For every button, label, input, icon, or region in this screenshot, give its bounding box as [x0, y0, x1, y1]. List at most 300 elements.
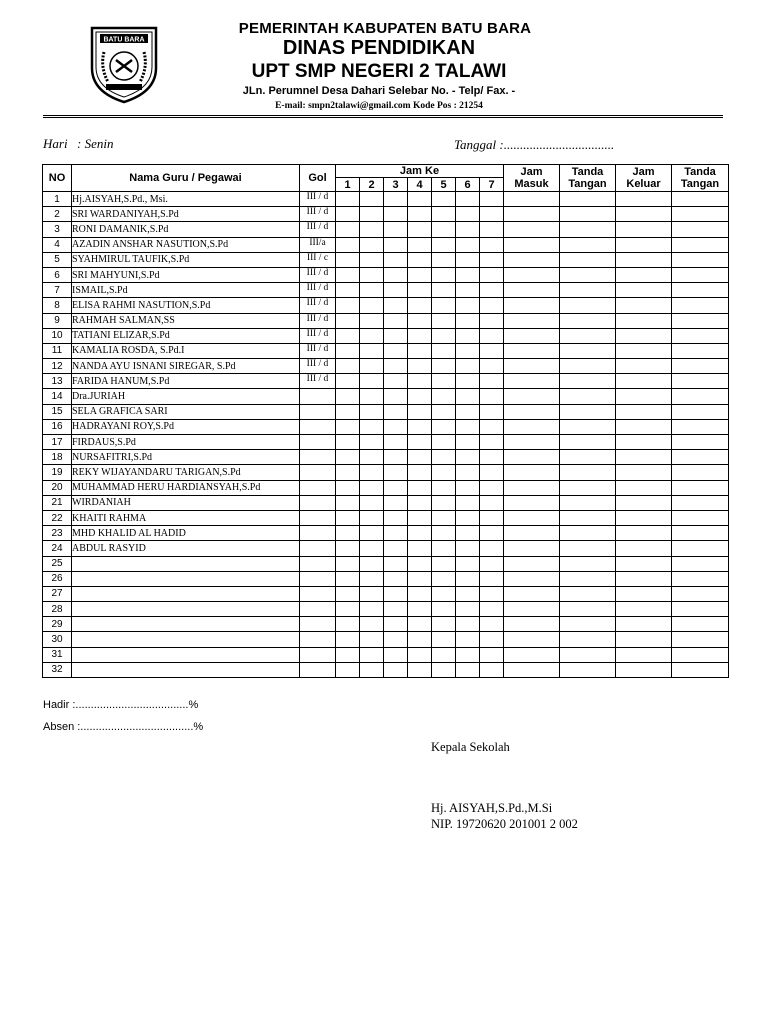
row-gol: III / d	[300, 192, 336, 207]
jam-masuk-cell	[504, 283, 560, 298]
table-row	[43, 586, 729, 601]
jam-cell	[480, 450, 504, 465]
jam-cell	[456, 267, 480, 282]
row-number: 14	[43, 389, 72, 404]
jam-cell	[480, 283, 504, 298]
jam-cell	[408, 313, 432, 328]
jam-cell	[456, 374, 480, 389]
jam-cell	[336, 283, 360, 298]
jam-cell	[360, 207, 384, 222]
table-row	[43, 252, 729, 267]
row-name: RONI DAMANIK,S.Pd	[72, 222, 300, 237]
jam-cell	[408, 389, 432, 404]
tanda-tangan-cell	[560, 419, 616, 434]
row-gol	[300, 389, 336, 404]
jam-cell	[408, 374, 432, 389]
row-gol: III / d	[300, 359, 336, 374]
jam-cell	[408, 541, 432, 556]
jam-keluar-cell	[616, 435, 672, 450]
jam-cell	[384, 556, 408, 571]
jam-cell	[336, 267, 360, 282]
jam-cell	[480, 267, 504, 282]
row-number: 23	[43, 526, 72, 541]
jam-cell	[456, 480, 480, 495]
row-gol: III / d	[300, 283, 336, 298]
row-name: NANDA AYU ISNANI SIREGAR, S.Pd	[72, 359, 300, 374]
row-name: KHAITI RAHMA	[72, 510, 300, 525]
jam-number: 1	[336, 178, 360, 192]
row-gol	[300, 647, 336, 662]
jam-cell	[432, 647, 456, 662]
tanda-tangan-cell	[560, 207, 616, 222]
tanda-tangan-cell	[672, 632, 729, 647]
jam-cell	[360, 556, 384, 571]
tanda-tangan-cell	[672, 465, 729, 480]
jam-cell	[456, 207, 480, 222]
jam-cell	[336, 510, 360, 525]
table-row	[43, 192, 729, 207]
jam-cell	[360, 450, 384, 465]
jam-cell	[456, 617, 480, 632]
header-department: DINAS PENDIDIKAN	[282, 37, 476, 59]
jam-cell	[432, 192, 456, 207]
jam-cell	[336, 192, 360, 207]
row-name: ABDUL RASYID	[72, 541, 300, 556]
tanda-tangan-cell	[560, 389, 616, 404]
row-gol	[300, 404, 336, 419]
jam-cell	[408, 586, 432, 601]
jam-cell	[336, 450, 360, 465]
row-name: NURSAFITRI,S.Pd	[72, 450, 300, 465]
jam-masuk-cell	[504, 298, 560, 313]
jam-cell	[336, 359, 360, 374]
jam-masuk-cell	[504, 480, 560, 495]
day-label: Hari	[43, 136, 68, 151]
jam-cell	[336, 298, 360, 313]
jam-cell	[480, 510, 504, 525]
table-row	[43, 480, 729, 495]
jam-cell	[360, 647, 384, 662]
jam-cell	[408, 252, 432, 267]
jam-keluar-cell	[616, 343, 672, 358]
row-gol	[300, 632, 336, 647]
row-gol	[300, 465, 336, 480]
tanda-tangan-cell	[672, 586, 729, 601]
jam-cell	[336, 632, 360, 647]
row-gol	[300, 510, 336, 525]
jam-cell	[480, 419, 504, 434]
jam-masuk-cell	[504, 450, 560, 465]
jam-cell	[336, 374, 360, 389]
jam-cell	[456, 632, 480, 647]
jam-keluar-cell	[616, 510, 672, 525]
row-number: 5	[43, 252, 72, 267]
row-number: 21	[43, 495, 72, 510]
jam-cell	[384, 389, 408, 404]
jam-keluar-cell	[616, 632, 672, 647]
jam-cell	[480, 602, 504, 617]
jam-cell	[432, 374, 456, 389]
row-gol: III / d	[300, 298, 336, 313]
jam-cell	[336, 526, 360, 541]
tanda-tangan-cell	[672, 556, 729, 571]
jam-cell	[432, 480, 456, 495]
jam-masuk-cell	[504, 389, 560, 404]
jam-cell	[480, 556, 504, 571]
jam-cell	[360, 343, 384, 358]
jam-cell	[336, 343, 360, 358]
table-row	[43, 632, 729, 647]
jam-cell	[480, 617, 504, 632]
row-name: ISMAIL,S.Pd	[72, 283, 300, 298]
jam-cell	[360, 480, 384, 495]
row-name: ELISA RAHMI NASUTION,S.Pd	[72, 298, 300, 313]
table-row	[43, 359, 729, 374]
header-school: UPT SMP NEGERI 2 TALAWI	[251, 61, 507, 82]
jam-masuk-cell	[504, 237, 560, 252]
tanda-tangan-cell	[672, 298, 729, 313]
tanda-tangan-cell	[560, 586, 616, 601]
jam-cell	[456, 526, 480, 541]
tanda-tangan-cell	[672, 510, 729, 525]
row-name: Dra.JURIAH	[72, 389, 300, 404]
jam-cell	[360, 237, 384, 252]
tanda-tangan-cell	[672, 526, 729, 541]
row-name: Hj.AISYAH,S.Pd., Msi.	[72, 192, 300, 207]
jam-cell	[384, 450, 408, 465]
jam-cell	[408, 343, 432, 358]
jam-masuk-cell	[504, 435, 560, 450]
tanda-tangan-cell	[560, 662, 616, 677]
jam-cell	[384, 313, 408, 328]
jam-cell	[360, 267, 384, 282]
row-gol: III / c	[300, 252, 336, 267]
jam-cell	[480, 404, 504, 419]
tanda-tangan-cell	[560, 602, 616, 617]
row-number: 29	[43, 617, 72, 632]
row-number: 32	[43, 662, 72, 677]
jam-keluar-cell	[616, 647, 672, 662]
row-name: SELA GRAFICA SARI	[72, 404, 300, 419]
table-row	[43, 222, 729, 237]
row-name: KAMALIA ROSDA, S.Pd.I	[72, 343, 300, 358]
jam-cell	[480, 526, 504, 541]
row-number: 30	[43, 632, 72, 647]
jam-keluar-cell	[616, 328, 672, 343]
row-gol	[300, 450, 336, 465]
row-gol: III/a	[300, 237, 336, 252]
table-row	[43, 465, 729, 480]
jam-cell	[456, 419, 480, 434]
jam-keluar-cell	[616, 495, 672, 510]
jam-cell	[456, 586, 480, 601]
row-name	[72, 602, 300, 617]
jam-cell	[384, 571, 408, 586]
jam-cell	[384, 480, 408, 495]
jam-cell	[408, 510, 432, 525]
tanda-tangan-cell	[560, 556, 616, 571]
school-logo	[86, 22, 162, 106]
row-gol	[300, 602, 336, 617]
jam-masuk-cell	[504, 359, 560, 374]
jam-keluar-cell	[616, 465, 672, 480]
header-jam-ke: Jam Ke	[336, 165, 504, 178]
tanda-tangan-cell	[560, 647, 616, 662]
absen-field: Absen :.....................................%	[43, 721, 204, 733]
row-name	[72, 647, 300, 662]
jam-cell	[384, 283, 408, 298]
jam-cell	[360, 313, 384, 328]
jam-keluar-cell	[616, 207, 672, 222]
jam-cell	[336, 586, 360, 601]
jam-cell	[384, 526, 408, 541]
jam-cell	[456, 510, 480, 525]
jam-cell	[456, 252, 480, 267]
tanda-tangan-cell	[560, 328, 616, 343]
jam-cell	[384, 192, 408, 207]
jam-cell	[456, 541, 480, 556]
table-row	[43, 495, 729, 510]
jam-cell	[360, 435, 384, 450]
jam-masuk-cell	[504, 374, 560, 389]
tanda-tangan-cell	[560, 343, 616, 358]
jam-cell	[432, 662, 456, 677]
jam-cell	[408, 192, 432, 207]
jam-cell	[360, 359, 384, 374]
jam-cell	[384, 419, 408, 434]
jam-cell	[432, 237, 456, 252]
row-number: 27	[43, 586, 72, 601]
table-row	[43, 435, 729, 450]
jam-keluar-cell	[616, 662, 672, 677]
table-row	[43, 541, 729, 556]
header-email: E-mail: smpn2talawi@gmail.com Kode Pos : 21254	[275, 101, 483, 111]
jam-cell	[360, 389, 384, 404]
row-name	[72, 586, 300, 601]
jam-cell	[336, 495, 360, 510]
row-name: TATIANI ELIZAR,S.Pd	[72, 328, 300, 343]
table-row	[43, 313, 729, 328]
tanda-tangan-cell	[672, 419, 729, 434]
jam-cell	[408, 298, 432, 313]
tanda-tangan-cell	[560, 283, 616, 298]
jam-masuk-cell	[504, 617, 560, 632]
tanda-tangan-cell	[672, 207, 729, 222]
row-number: 16	[43, 419, 72, 434]
jam-masuk-cell	[504, 510, 560, 525]
jam-masuk-cell	[504, 556, 560, 571]
tanda-tangan-cell	[560, 480, 616, 495]
tanda-tangan-cell	[560, 541, 616, 556]
jam-keluar-cell	[616, 404, 672, 419]
jam-cell	[336, 419, 360, 434]
jam-cell	[432, 510, 456, 525]
jam-cell	[384, 359, 408, 374]
jam-cell	[456, 662, 480, 677]
row-gol: III / d	[300, 222, 336, 237]
jam-cell	[432, 419, 456, 434]
jam-number: 7	[480, 178, 504, 192]
row-number: 26	[43, 571, 72, 586]
row-name: SRI WARDANIYAH,S.Pd	[72, 207, 300, 222]
tanda-tangan-cell	[672, 328, 729, 343]
jam-cell	[336, 541, 360, 556]
jam-cell	[360, 419, 384, 434]
tanda-tangan-cell	[560, 632, 616, 647]
row-gol: III / d	[300, 267, 336, 282]
jam-cell	[408, 222, 432, 237]
jam-cell	[384, 404, 408, 419]
jam-cell	[360, 571, 384, 586]
day-value: : Senin	[77, 136, 114, 151]
tanda-tangan-cell	[560, 359, 616, 374]
jam-cell	[384, 343, 408, 358]
jam-masuk-cell	[504, 662, 560, 677]
jam-cell	[408, 647, 432, 662]
header-rule	[43, 115, 723, 116]
jam-cell	[432, 465, 456, 480]
jam-cell	[480, 328, 504, 343]
jam-masuk-cell	[504, 328, 560, 343]
tanda-tangan-cell	[672, 495, 729, 510]
tanda-tangan-cell	[560, 252, 616, 267]
header-no: NO	[43, 165, 72, 192]
jam-cell	[360, 465, 384, 480]
jam-cell	[480, 632, 504, 647]
jam-masuk-cell	[504, 541, 560, 556]
jam-cell	[336, 207, 360, 222]
jam-cell	[456, 435, 480, 450]
jam-keluar-cell	[616, 313, 672, 328]
jam-keluar-cell	[616, 541, 672, 556]
jam-cell	[456, 328, 480, 343]
row-gol	[300, 662, 336, 677]
tanda-tangan-cell	[672, 343, 729, 358]
jam-cell	[456, 343, 480, 358]
table-row	[43, 267, 729, 282]
tanda-tangan-cell	[560, 450, 616, 465]
jam-keluar-cell	[616, 374, 672, 389]
jam-keluar-cell	[616, 192, 672, 207]
jam-cell	[408, 404, 432, 419]
row-number: 8	[43, 298, 72, 313]
jam-cell	[432, 450, 456, 465]
tanda-tangan-cell	[560, 510, 616, 525]
row-gol	[300, 526, 336, 541]
jam-cell	[456, 495, 480, 510]
tanda-tangan-cell	[560, 435, 616, 450]
jam-cell	[432, 602, 456, 617]
table-row	[43, 602, 729, 617]
jam-masuk-cell	[504, 602, 560, 617]
jam-cell	[480, 389, 504, 404]
row-gol: III / d	[300, 328, 336, 343]
tanda-tangan-cell	[672, 602, 729, 617]
jam-cell	[480, 662, 504, 677]
jam-cell	[360, 541, 384, 556]
jam-masuk-cell	[504, 647, 560, 662]
row-number: 7	[43, 283, 72, 298]
row-gol	[300, 541, 336, 556]
table-row	[43, 207, 729, 222]
row-number: 28	[43, 602, 72, 617]
jam-cell	[408, 480, 432, 495]
row-number: 4	[43, 237, 72, 252]
jam-cell	[408, 283, 432, 298]
jam-number: 2	[360, 178, 384, 192]
jam-cell	[336, 237, 360, 252]
jam-cell	[336, 556, 360, 571]
jam-cell	[384, 662, 408, 677]
jam-cell	[432, 435, 456, 450]
signature-title: Kepala Sekolah	[431, 740, 510, 754]
table-row	[43, 298, 729, 313]
row-gol: III / d	[300, 343, 336, 358]
jam-keluar-cell	[616, 252, 672, 267]
jam-cell	[336, 662, 360, 677]
jam-cell	[480, 541, 504, 556]
jam-cell	[408, 237, 432, 252]
row-name: FARIDA HANUM,S.Pd	[72, 374, 300, 389]
row-number: 18	[43, 450, 72, 465]
jam-cell	[360, 617, 384, 632]
jam-cell	[432, 617, 456, 632]
attendance-table	[42, 164, 729, 678]
row-number: 3	[43, 222, 72, 237]
jam-cell	[408, 556, 432, 571]
jam-cell	[384, 237, 408, 252]
jam-cell	[408, 419, 432, 434]
jam-cell	[384, 632, 408, 647]
jam-cell	[432, 207, 456, 222]
row-name: SRI MAHYUNI,S.Pd	[72, 267, 300, 282]
jam-cell	[432, 571, 456, 586]
table-row	[43, 374, 729, 389]
tanda-tangan-cell	[560, 313, 616, 328]
row-gol	[300, 480, 336, 495]
jam-masuk-cell	[504, 313, 560, 328]
jam-cell	[384, 602, 408, 617]
tanda-tangan-cell	[672, 359, 729, 374]
jam-cell	[408, 465, 432, 480]
jam-masuk-cell	[504, 267, 560, 282]
table-row	[43, 283, 729, 298]
row-number: 19	[43, 465, 72, 480]
row-number: 31	[43, 647, 72, 662]
header-tanda-tangan-2: Tanda Tangan	[672, 165, 729, 192]
row-number: 11	[43, 343, 72, 358]
row-name: MHD KHALID AL HADID	[72, 526, 300, 541]
header-jam-masuk: Jam Masuk	[504, 165, 560, 192]
jam-masuk-cell	[504, 419, 560, 434]
jam-cell	[456, 313, 480, 328]
row-gol	[300, 495, 336, 510]
jam-cell	[408, 359, 432, 374]
jam-cell	[384, 465, 408, 480]
jam-cell	[432, 526, 456, 541]
jam-cell	[360, 298, 384, 313]
jam-masuk-cell	[504, 632, 560, 647]
logo-text: BATU BARA	[103, 36, 145, 44]
row-name: WIRDANIAH	[72, 495, 300, 510]
jam-cell	[336, 465, 360, 480]
row-gol: III / d	[300, 313, 336, 328]
jam-cell	[384, 647, 408, 662]
jam-cell	[480, 465, 504, 480]
jam-cell	[360, 283, 384, 298]
jam-cell	[480, 586, 504, 601]
row-name	[72, 632, 300, 647]
